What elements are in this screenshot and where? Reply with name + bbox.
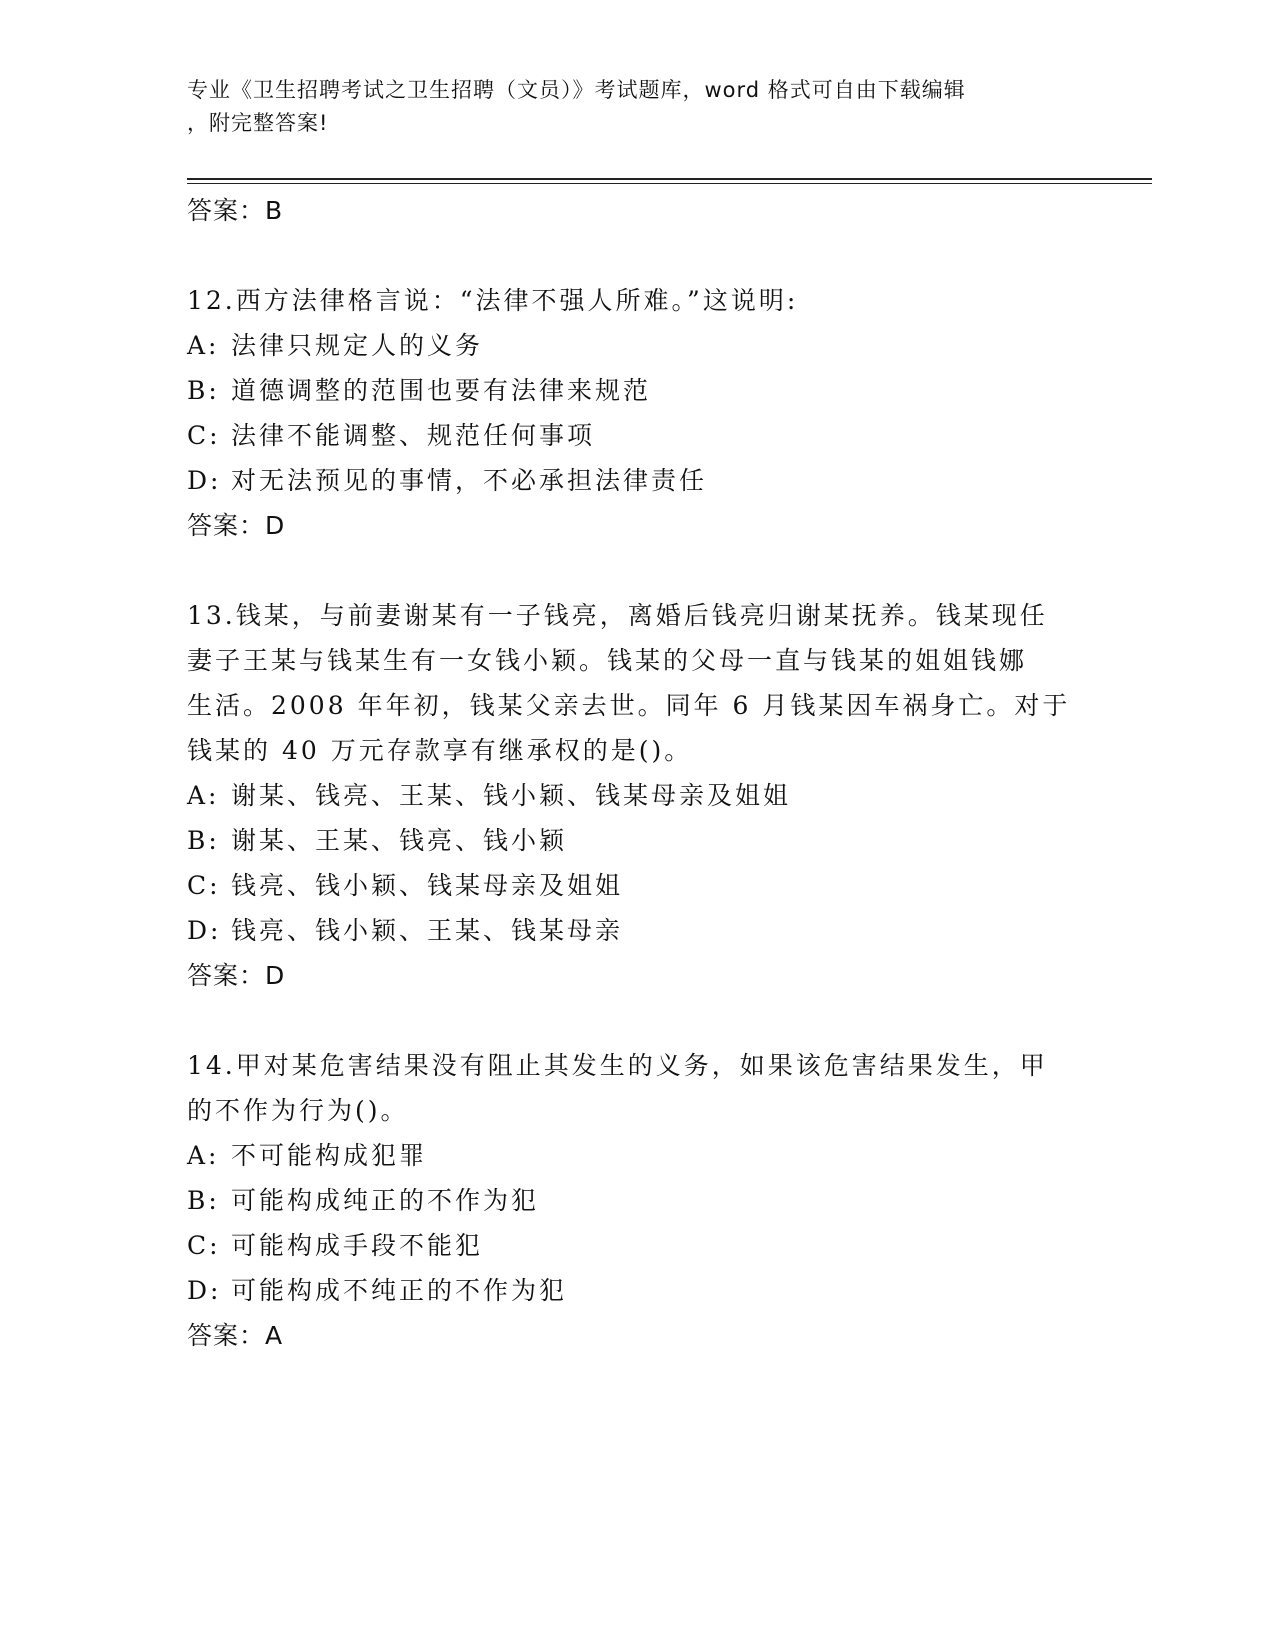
option-c (187, 413, 1087, 458)
answer: 答案：D (187, 511, 286, 540)
answer-previous-question: 答案：B (187, 196, 284, 225)
option-letter: A: (187, 1141, 220, 1170)
header-line-1: 专业《卫生招聘考试之卫生招聘（文员）》考试题库，word 格式可自由下载编辑 (187, 78, 966, 102)
question-13 (187, 593, 1087, 999)
option-c (187, 863, 1087, 908)
option-text: 不可能构成犯罪 (231, 1141, 428, 1170)
option-c (187, 1223, 1087, 1268)
question-12 (187, 278, 1087, 549)
option-text: 可能构成手段不能犯 (231, 1231, 484, 1260)
option-letter: C: (187, 421, 221, 450)
option-a (187, 773, 1087, 818)
spacer (187, 234, 1087, 278)
header-divider-thin (187, 183, 1152, 184)
option-letter: B: (187, 826, 220, 855)
question-text-line: 的不作为行为()。 (187, 1096, 409, 1125)
option-letter: B: (187, 376, 220, 405)
question-14 (187, 1043, 1087, 1359)
spacer (187, 999, 1087, 1043)
option-text: 法律只规定人的义务 (231, 331, 484, 360)
question-text-line: 钱某的 40 万元存款享有继承权的是()。 (187, 736, 693, 765)
question-text-line: 14.甲对某危害结果没有阻止其发生的义务，如果该危害结果发生，甲 (187, 1051, 1048, 1080)
option-d (187, 458, 1087, 503)
option-text: 对无法预见的事情，不必承担法律责任 (231, 466, 708, 495)
option-letter: B: (187, 1186, 220, 1215)
spacer (187, 549, 1087, 593)
option-text: 法律不能调整、规范任何事项 (231, 421, 596, 450)
header-line-2: ，附完整答案! (187, 111, 329, 135)
option-letter: D: (187, 466, 222, 495)
question-text: 12.西方法律格言说：“法律不强人所难。”这说明: (187, 286, 799, 315)
question-text-line: 生活。2008 年年初，钱某父亲去世。同年 6 月钱某因车祸身亡。对于 (187, 691, 1071, 720)
option-text: 道德调整的范围也要有法律来规范 (231, 376, 652, 405)
option-d (187, 908, 1087, 953)
option-a (187, 323, 1087, 368)
page-header (187, 74, 1067, 140)
option-d (187, 1268, 1087, 1313)
option-letter: D: (187, 916, 222, 945)
question-text-line: 妻子王某与钱某生有一女钱小颖。钱某的父母一直与钱某的姐姐钱娜 (187, 646, 1028, 675)
option-b (187, 368, 1087, 413)
option-text: 可能构成纯正的不作为犯 (231, 1186, 540, 1215)
option-text: 钱亮、钱小颖、王某、钱某母亲 (231, 916, 624, 945)
option-text: 谢某、钱亮、王某、钱小颖、钱某母亲及姐姐 (231, 781, 792, 810)
option-letter: C: (187, 1231, 221, 1260)
option-letter: A: (187, 781, 220, 810)
option-a (187, 1133, 1087, 1178)
option-letter: C: (187, 871, 221, 900)
option-letter: A: (187, 331, 220, 360)
header-divider-thick (187, 178, 1152, 180)
answer: 答案：D (187, 961, 286, 990)
question-text-line: 13.钱某，与前妻谢某有一子钱亮，离婚后钱亮归谢某抚养。钱某现任 (187, 601, 1048, 630)
answer: 答案：A (187, 1321, 284, 1350)
option-text: 可能构成不纯正的不作为犯 (231, 1276, 568, 1305)
option-text: 谢某、王某、钱亮、钱小颖 (231, 826, 568, 855)
option-b (187, 818, 1087, 863)
question-list (187, 188, 1087, 1359)
option-letter: D: (187, 1276, 222, 1305)
option-b (187, 1178, 1087, 1223)
option-text: 钱亮、钱小颖、钱某母亲及姐姐 (231, 871, 624, 900)
